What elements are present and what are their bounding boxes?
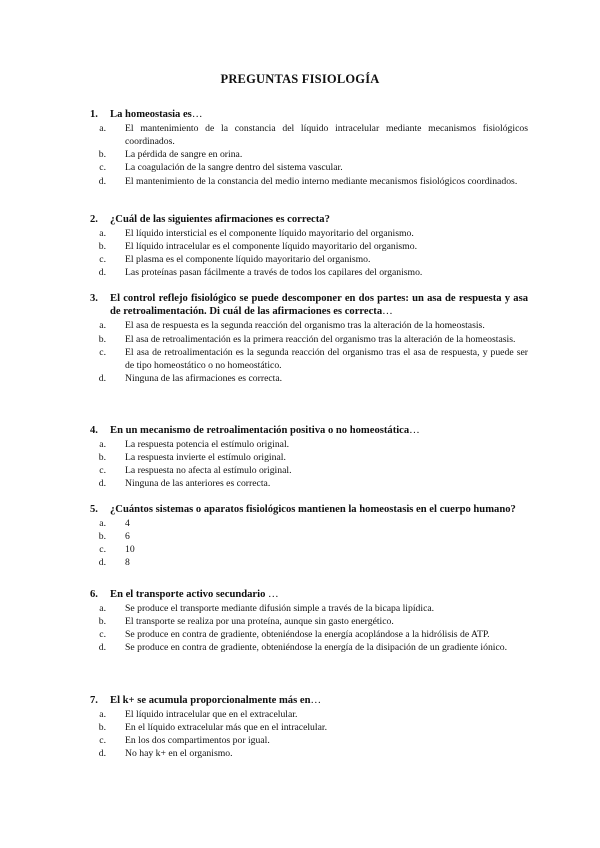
option-letter: a. <box>99 439 106 451</box>
option-b <box>90 530 528 543</box>
question-5-header <box>90 503 528 516</box>
question-text: En el transporte activo secundario … <box>110 589 279 600</box>
option-text: El mantenimiento de la constancia del líquido intracelular mediante mecanismos fisiológicos coordinados. <box>125 123 528 148</box>
question-number: 5. <box>90 504 98 515</box>
option-text: 4 <box>125 518 130 530</box>
option-letter: c. <box>99 465 106 477</box>
option-b <box>90 333 528 346</box>
option-letter: d. <box>98 372 106 384</box>
option-letter: b. <box>98 149 106 161</box>
options-list <box>90 602 528 654</box>
option-text: El líquido intersticial es el componente líquido mayoritario del organismo. <box>125 228 414 240</box>
question-number: 4. <box>90 425 98 436</box>
option-b <box>90 615 528 628</box>
question-6 <box>90 588 528 655</box>
option-text: En los dos compartimentos por igual. <box>125 735 270 747</box>
option-text: Las proteínas pasan fácilmente a través de todos los capilares del organismo. <box>125 267 423 279</box>
question-4-header <box>90 424 528 437</box>
option-letter: a. <box>99 709 106 721</box>
option-b <box>90 721 528 734</box>
option-text: Se produce en contra de gradiente, obteniéndose la energía acoplándose a la hidrólisis de ATP. <box>125 629 490 641</box>
options-list <box>90 319 528 384</box>
question-5 <box>90 503 528 570</box>
question-3-header <box>90 292 528 318</box>
option-letter: d. <box>98 642 106 654</box>
question-number: 2. <box>90 214 98 225</box>
option-letter: a. <box>99 228 106 240</box>
option-text: Ninguna de las anteriores es correcta. <box>125 478 271 490</box>
option-text: Se produce en contra de gradiente, obteniéndose la energía de la disipación de un gradiente iónico. <box>125 642 508 654</box>
question-number: 7. <box>90 695 98 706</box>
question-7 <box>90 694 528 761</box>
option-d <box>90 372 528 385</box>
option-letter: a. <box>99 518 106 530</box>
option-text: El transporte se realiza por una proteína, aunque sin gasto energético. <box>125 616 394 628</box>
option-text: El líquido intracelular es el componente líquido mayoritario del organismo. <box>125 241 417 253</box>
question-number: 1. <box>90 109 98 120</box>
option-letter: b. <box>98 616 106 628</box>
option-d <box>90 641 528 654</box>
page-title: PREGUNTAS FISIOLOGÍA <box>220 72 380 86</box>
option-text: El asa de retroalimentación es la primera reacción del organismo tras la alteración de la homeostasis. <box>125 333 516 345</box>
option-text: 8 <box>125 557 130 569</box>
option-text: No hay k+ en el organismo. <box>125 748 233 760</box>
option-a <box>90 319 528 332</box>
option-a <box>90 517 528 530</box>
option-text: 6 <box>125 531 130 543</box>
option-text: El líquido intracelular que en el extracelular. <box>125 709 298 721</box>
option-letter: c. <box>99 254 106 266</box>
options-list <box>90 227 528 279</box>
option-letter: c. <box>99 162 106 174</box>
option-b <box>90 451 528 464</box>
option-c <box>90 161 528 174</box>
options-list <box>90 708 528 760</box>
option-letter: d. <box>98 267 106 279</box>
option-letter: b. <box>98 333 106 345</box>
option-letter: a. <box>99 123 106 135</box>
option-a <box>90 438 528 451</box>
option-letter: c. <box>99 544 106 556</box>
option-b <box>90 240 528 253</box>
question-6-header <box>90 588 528 601</box>
option-text: El asa de respuesta es la segunda reacción del organismo tras la alteración de la homeostasis. <box>125 320 485 332</box>
option-c <box>90 464 528 477</box>
question-7-header <box>90 694 528 707</box>
question-2-header <box>90 213 528 226</box>
option-letter: a. <box>99 320 106 332</box>
option-d <box>90 175 528 188</box>
option-d <box>90 556 528 569</box>
option-letter: b. <box>98 241 106 253</box>
option-d <box>90 747 528 760</box>
option-text: Se produce el transporte mediante difusión simple a través de la bicapa lipídica. <box>125 603 435 615</box>
options-list <box>90 122 528 187</box>
question-1-header <box>90 108 528 121</box>
question-text: ¿Cuántos sistemas o aparatos fisiológicos mantienen la homeostasis en el cuerpo humano? <box>110 504 516 515</box>
option-b <box>90 148 528 161</box>
question-number: 3. <box>90 293 98 304</box>
option-text: La respuesta no afecta al estímulo original. <box>125 465 292 477</box>
question-2 <box>90 213 528 280</box>
option-letter: d. <box>98 557 106 569</box>
option-letter: b. <box>98 452 106 464</box>
option-letter: d. <box>98 478 106 490</box>
option-c <box>90 628 528 641</box>
option-a <box>90 708 528 721</box>
options-list <box>90 517 528 569</box>
option-letter: c. <box>99 735 106 747</box>
option-text: La coagulación de la sangre dentro del sistema vascular. <box>125 162 343 174</box>
question-number: 6. <box>90 589 98 600</box>
question-text: La homeostasia es… <box>110 109 203 120</box>
option-c <box>90 734 528 747</box>
question-4 <box>90 424 528 491</box>
option-text: La respuesta potencia el estímulo original. <box>125 439 290 451</box>
option-letter: d. <box>98 748 106 760</box>
option-d <box>90 266 528 279</box>
option-text: La pérdida de sangre en orina. <box>125 149 243 161</box>
option-c <box>90 346 528 372</box>
option-text: 10 <box>125 544 135 556</box>
option-text: En el líquido extracelular más que en el intracelular. <box>125 722 328 734</box>
question-3 <box>90 292 528 385</box>
question-text: El control reflejo fisiológico se puede descomponer en dos partes: un asa de respuesta y asa de retroalimentación. Di cuál de las afirmaciones es correcta… <box>110 293 528 318</box>
question-1 <box>90 108 528 188</box>
options-list <box>90 438 528 490</box>
option-text: El asa de retroalimentación es la segunda reacción del organismo tras el asa de respuesta, y puede ser de tipo homeostático o no homeostático. <box>125 346 528 371</box>
question-text: ¿Cuál de las siguientes afirmaciones es correcta? <box>110 214 330 225</box>
option-letter: b. <box>98 531 106 543</box>
option-d <box>90 477 528 490</box>
option-letter: d. <box>98 175 106 187</box>
option-text: La respuesta invierte el estímulo original. <box>125 452 286 464</box>
option-c <box>90 543 528 556</box>
option-letter: c. <box>99 629 106 641</box>
option-letter: b. <box>98 722 106 734</box>
question-text: El k+ se acumula proporcionalmente más en… <box>110 695 322 706</box>
option-a <box>90 227 528 240</box>
option-letter: c. <box>99 346 106 358</box>
question-text: En un mecanismo de retroalimentación positiva o no homeostática… <box>110 425 420 436</box>
option-a <box>90 602 528 615</box>
option-text: El plasma es el componente líquido mayoritario del organismo. <box>125 254 371 266</box>
option-a <box>90 122 528 148</box>
option-letter: a. <box>99 603 106 615</box>
option-text: El mantenimiento de la constancia del medio interno mediante mecanismos fisiológicos coordinados. <box>125 175 518 187</box>
option-text: Ninguna de las afirmaciones es correcta. <box>125 372 283 384</box>
option-c <box>90 253 528 266</box>
